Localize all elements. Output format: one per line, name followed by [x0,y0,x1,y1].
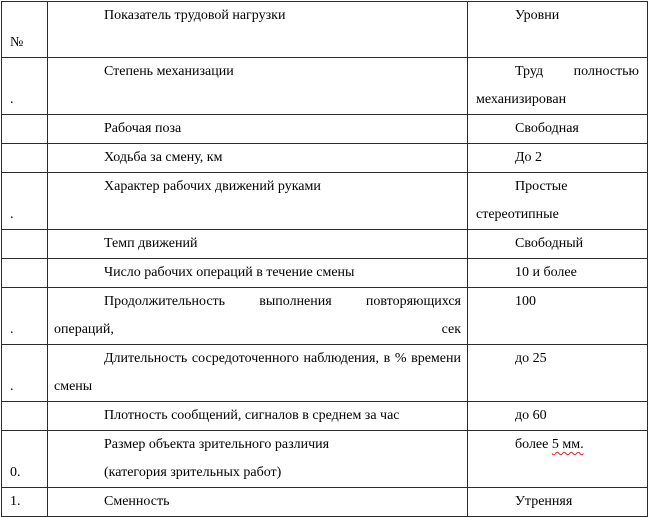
row-indicator: Число рабочих операций в течение смены [104,265,355,280]
row-indicator-cell [48,431,468,488]
row-indicator-cell [48,288,468,345]
row-indicator-line1: Размер объекта зрительного различия [104,437,330,452]
row-num-cell [2,173,48,230]
row-levels: 10 и более [515,265,577,280]
spellcheck-underlined-text: 5 мм. [551,437,584,452]
row-num: . [10,379,14,394]
table-row [2,58,648,115]
row-num-cell [2,144,48,173]
table-row [2,173,648,230]
table-row [2,345,648,402]
row-levels-cell [468,259,648,288]
row-levels-cell [468,115,648,144]
header-indicator: Показатель трудовой нагрузки [104,8,286,23]
row-num-cell [2,115,48,144]
row-indicator-cell [48,402,468,431]
row-indicator: Длительность сосредоточенного наблюдения, в % времени смены [54,351,461,394]
row-indicator-cell [48,58,468,115]
table-row [2,431,648,488]
header-cell-num [2,2,48,58]
row-levels: До 2 [515,150,543,165]
row-levels: до 25 [515,351,547,366]
row-indicator-cell [48,173,468,230]
row-num-cell [2,259,48,288]
table-row [2,144,648,173]
row-num-cell [2,230,48,259]
row-levels: 100 [515,294,536,309]
row-indicator: Плотность сообщений, сигналов в среднем за час [104,408,400,423]
row-num: . [10,207,14,222]
row-num-cell [2,58,48,115]
row-indicator-line2: (категория зрительных работ) [104,465,282,480]
row-levels-cell [468,431,648,488]
row-indicator-cell [48,259,468,288]
row-indicator: Ходьба за смену, км [104,150,223,165]
row-levels-cell [468,288,648,345]
row-indicator-cell [48,115,468,144]
row-indicator-cell [48,488,468,517]
row-levels-cell [468,173,648,230]
row-indicator-cell [48,345,468,402]
row-indicator: Темп движений [104,236,198,251]
header-num: № [10,35,24,50]
row-num-cell [2,345,48,402]
row-indicator: Степень механизации [104,64,234,79]
row-levels-cell [468,345,648,402]
row-levels: Простые стереотипные [476,179,568,222]
row-levels: Утренняя [515,494,573,509]
header-cell-levels [468,2,648,58]
row-levels-cell [468,488,648,517]
table-row [2,230,648,259]
row-levels: Труд полностью механизирован [476,64,639,107]
row-levels: Свободная [515,121,579,136]
header-levels: Уровни [515,8,560,23]
workload-table [1,1,648,517]
row-num: 0. [10,465,21,480]
row-levels-cell [468,58,648,115]
row-num-cell [2,402,48,431]
row-indicator-cell [48,144,468,173]
row-num: . [10,92,14,107]
header-cell-indicator [48,2,468,58]
table-header-row [2,2,648,58]
row-indicator-cell [48,230,468,259]
row-num-cell [2,488,48,517]
table-row [2,115,648,144]
table-row [2,402,648,431]
row-levels [468,431,647,459]
row-num: 1. [10,494,21,509]
table-row [2,259,648,288]
table-row [2,488,648,517]
row-levels: Свободный [515,236,584,251]
row-levels-cell [468,230,648,259]
row-num-cell [2,288,48,345]
row-levels-prefix: более [515,437,552,452]
row-indicator: Продолжительность выполнения повторяющихся операций, сек [54,294,461,337]
table-row [2,288,648,345]
row-levels-cell [468,402,648,431]
row-levels-cell [468,144,648,173]
row-num: . [10,322,14,337]
row-num-cell [2,431,48,488]
row-indicator: Сменность [104,494,170,509]
row-levels: до 60 [515,408,547,423]
row-indicator: Характер рабочих движений руками [104,179,321,194]
row-indicator: Рабочая поза [104,121,182,136]
